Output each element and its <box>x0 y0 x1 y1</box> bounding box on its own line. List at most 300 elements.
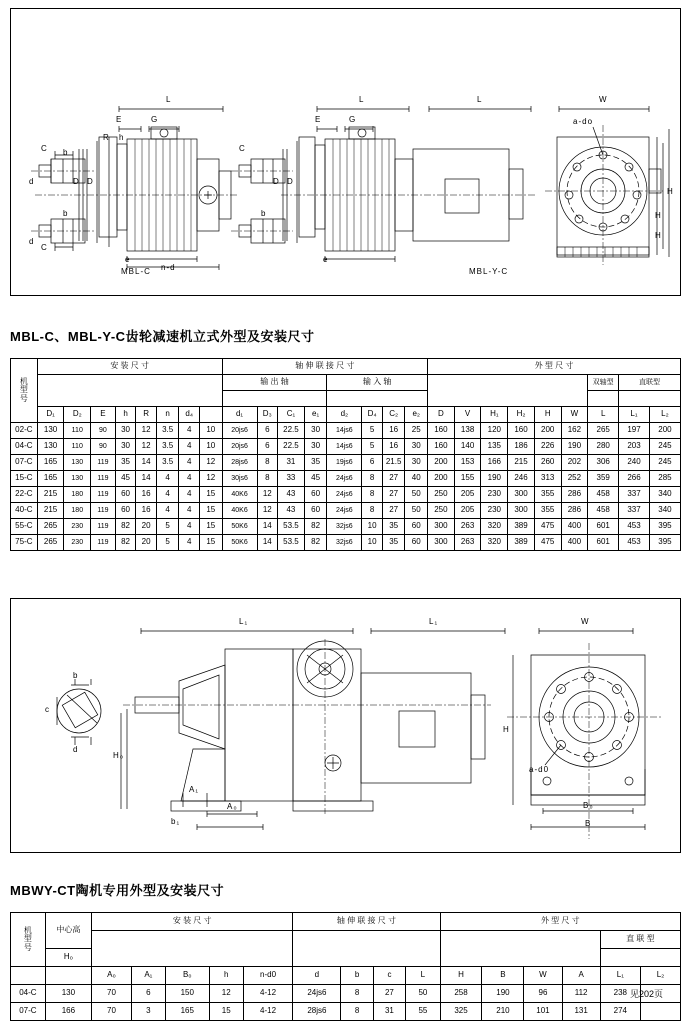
cell-D: 300 <box>428 535 455 551</box>
cell-d1: 30js6 <box>222 471 257 487</box>
cell-D2: 130 <box>64 471 91 487</box>
table-row <box>11 439 681 455</box>
cell-V: 263 <box>454 519 481 535</box>
dim-label-G-left: G <box>151 115 159 124</box>
header-install: 安 装 尺 寸 <box>37 359 222 375</box>
cell-D3: 6 <box>257 439 278 455</box>
dim-label-B0-fig2: B₀ <box>583 801 594 810</box>
header2-direct-span <box>600 949 680 967</box>
cell-D3: 12 <box>257 487 278 503</box>
cell-e1: 82 <box>304 519 327 535</box>
cell-L: 265 <box>588 423 619 439</box>
col-install-extra <box>200 407 223 423</box>
cell-C1: 53.5 <box>278 535 305 551</box>
col2-W: W <box>524 967 562 985</box>
col2-L1: L₁ <box>600 967 640 985</box>
dim-label-A0-fig2: A₀ <box>227 802 238 811</box>
cell-C2: 35 <box>382 535 405 551</box>
cell-L1: 453 <box>619 519 650 535</box>
cell-d4: 10 <box>200 423 223 439</box>
dim-label-D2-left: D <box>87 177 94 186</box>
table-mbwy-ct-dimensions <box>10 912 681 1021</box>
cell-C1: 43 <box>278 503 305 519</box>
header-outline-span <box>428 375 588 407</box>
header-model-l2: 型 <box>19 385 28 395</box>
cell-e1: 45 <box>304 471 327 487</box>
header-in-shaft-span <box>327 391 428 407</box>
col-C1: C₁ <box>278 407 305 423</box>
cell2-L1: 238 <box>600 985 640 1003</box>
cell-D3: 14 <box>257 535 278 551</box>
cell-D: 250 <box>428 503 455 519</box>
header-install-span <box>37 375 222 407</box>
cell-D2: 130 <box>64 455 91 471</box>
cell-L: 458 <box>588 503 619 519</box>
cell-d1: 20js6 <box>222 439 257 455</box>
dim-label-C-left: C <box>41 144 48 153</box>
col2-H: H <box>440 967 482 985</box>
cell2-H0: 130 <box>45 985 91 1003</box>
cell-C1: 22.5 <box>278 423 305 439</box>
cell-model: 75-C <box>11 535 38 551</box>
cell-D1: 130 <box>37 439 64 455</box>
header2-model <box>11 913 46 967</box>
header2-model-l3: 号 <box>23 942 32 952</box>
col-W: W <box>561 407 588 423</box>
figure-caption-mbl-y-c: MBL-Y-C <box>469 267 509 276</box>
cell-model: 07-C <box>11 455 38 471</box>
cell-D4: 10 <box>362 535 383 551</box>
col-D4: D₄ <box>362 407 383 423</box>
col-h: h <box>115 407 136 423</box>
cell2-model: 07-C <box>11 1003 46 1021</box>
cell2-h: 15 <box>209 1003 243 1021</box>
cell2-L1: 274 <box>600 1003 640 1021</box>
dim-label-L1-fig2-right: L₁ <box>429 617 439 626</box>
cell-D3: 8 <box>257 455 278 471</box>
header2-direct: 直 联 型 <box>600 931 680 949</box>
dim-label-R-left: R <box>103 133 110 142</box>
dim-label-H2-right: H <box>655 231 662 240</box>
header2-center-height <box>45 913 91 949</box>
cell-D: 200 <box>428 455 455 471</box>
cell-C2: 27 <box>382 487 405 503</box>
cell2-d: 24js6 <box>293 985 341 1003</box>
cell-H1: 230 <box>481 503 508 519</box>
col-L: L <box>588 407 619 423</box>
cell-E: 30 <box>115 439 136 455</box>
cell-h: 14 <box>136 471 157 487</box>
section1-title: MBL-C、MBL-Y-C齿轮减速机立式外型及安装尺寸 <box>10 329 315 344</box>
cell-H1: 120 <box>481 423 508 439</box>
cell2-d: 28js6 <box>293 1003 341 1021</box>
cell-H1: 190 <box>481 471 508 487</box>
cell-L2: 285 <box>649 471 680 487</box>
cell2-A: 131 <box>562 1003 600 1021</box>
figure-panel-bottom <box>10 598 681 853</box>
col2-d: d <box>293 967 341 985</box>
cell-E: 30 <box>115 423 136 439</box>
col-E: E <box>91 407 116 423</box>
cell2-b: 8 <box>341 985 373 1003</box>
cell-D2: 110 <box>64 423 91 439</box>
cell2-A0: 70 <box>92 1003 132 1021</box>
dim-label-b-left: b <box>63 148 69 157</box>
cell-model: 02-C <box>11 423 38 439</box>
cell-d4: 15 <box>200 503 223 519</box>
cell-D2b: 119 <box>91 455 116 471</box>
cell-e1: 82 <box>304 535 327 551</box>
figure-caption-mbl-c: MBL-C <box>121 267 151 276</box>
cell-D1: 130 <box>37 423 64 439</box>
header-dual: 双轴型 <box>588 375 619 391</box>
cell2-model: 04-C <box>11 985 46 1003</box>
header2-install-span <box>92 931 293 967</box>
header-out-shaft: 输 出 轴 <box>222 375 327 391</box>
cell-D4: 8 <box>362 503 383 519</box>
dim-label-d1-left: d <box>29 177 35 186</box>
cell-H: 475 <box>534 535 561 551</box>
col2-L2: L₂ <box>640 967 680 985</box>
cell-D4: 8 <box>362 487 383 503</box>
cell-D2b: 119 <box>91 487 116 503</box>
cell-E: 82 <box>115 519 136 535</box>
cell-d2: 24js6 <box>327 471 362 487</box>
dim-label-ado-right: a-do <box>573 117 594 126</box>
dim-label-A1-fig2: A₁ <box>189 785 200 794</box>
dim-label-E-left: E <box>116 115 123 124</box>
col-n: n <box>156 407 179 423</box>
cell2-A0: 70 <box>92 985 132 1003</box>
cell-V: 153 <box>454 455 481 471</box>
col2-B0: B₀ <box>165 967 209 985</box>
cell-C2: 35 <box>382 519 405 535</box>
cell-h: 20 <box>136 519 157 535</box>
cell-H: 475 <box>534 519 561 535</box>
cell-D4: 10 <box>362 519 383 535</box>
table2-row <box>11 1003 681 1021</box>
dim-label-B-fig2: B <box>585 819 592 828</box>
cell2-W: 96 <box>524 985 562 1003</box>
cell-e2: 30 <box>405 455 428 471</box>
cell-D3: 12 <box>257 503 278 519</box>
cell-D1: 265 <box>37 535 64 551</box>
cell-W: 400 <box>561 535 588 551</box>
col2-nd0: n-d0 <box>243 967 293 985</box>
cell-d1: 40K6 <box>222 503 257 519</box>
cell-H: 355 <box>534 503 561 519</box>
dim-label-C2-left: C <box>41 243 48 252</box>
cell-L1: 453 <box>619 535 650 551</box>
cell-W: 202 <box>561 455 588 471</box>
table2-header-row-2 <box>11 931 681 949</box>
header-model-l3: 号 <box>19 393 28 403</box>
cell-n: 4 <box>179 423 200 439</box>
dim-label-h-left: h <box>119 133 125 142</box>
cell-h: 14 <box>136 455 157 471</box>
dim-label-D2-mid: D <box>287 177 294 186</box>
cell-e1: 60 <box>304 487 327 503</box>
cell-D2: 230 <box>64 535 91 551</box>
col2-A: A <box>562 967 600 985</box>
table2-row <box>11 985 681 1003</box>
cell-D4: 5 <box>362 439 383 455</box>
cell-C2: 21.5 <box>382 455 405 471</box>
col2-b: b <box>341 967 373 985</box>
cell-H1: 135 <box>481 439 508 455</box>
cell-D1: 165 <box>37 455 64 471</box>
cell-d1: 28js6 <box>222 455 257 471</box>
cell-d2: 24js6 <box>327 503 362 519</box>
header-model-l1: 机 <box>19 376 28 386</box>
col-D3: D₃ <box>257 407 278 423</box>
cell-L2: 200 <box>649 423 680 439</box>
cell-d4: 12 <box>200 455 223 471</box>
cell-L1: 240 <box>619 455 650 471</box>
cell-n: 4 <box>179 471 200 487</box>
cell-D: 160 <box>428 423 455 439</box>
cell-R: 3.5 <box>156 423 179 439</box>
cell-D1: 215 <box>37 487 64 503</box>
table-header-row-1 <box>11 359 681 375</box>
cell-V: 205 <box>454 487 481 503</box>
cell-L: 601 <box>588 535 619 551</box>
col-d4: d₄ <box>179 407 200 423</box>
cell2-L: 55 <box>406 1003 440 1021</box>
header2-outline: 外 型 尺 寸 <box>440 913 680 931</box>
cell-L: 280 <box>588 439 619 455</box>
cell-d2: 19js6 <box>327 455 362 471</box>
cell-D2b: 119 <box>91 519 116 535</box>
dim-label-b1-fig2: b₁ <box>171 817 181 826</box>
cell-E: 82 <box>115 535 136 551</box>
cell2-A1: 3 <box>131 1003 165 1021</box>
cell-H2: 215 <box>508 455 535 471</box>
cell-e2: 40 <box>405 471 428 487</box>
cell-H: 313 <box>534 471 561 487</box>
cell-D2: 230 <box>64 519 91 535</box>
cell-D2b: 119 <box>91 471 116 487</box>
cell2-B0: 150 <box>165 985 209 1003</box>
cell2-h: 12 <box>209 985 243 1003</box>
dim-label-L1-mid: L <box>477 95 483 104</box>
cell-model: 15-C <box>11 471 38 487</box>
cell-D4: 5 <box>362 423 383 439</box>
cell-H: 355 <box>534 487 561 503</box>
cell-e2: 30 <box>405 439 428 455</box>
header-dual-span <box>588 391 619 407</box>
table2-subheader-row <box>11 967 681 985</box>
cell-L2: 340 <box>649 487 680 503</box>
dim-label-H0-fig2: H₀ <box>113 751 125 760</box>
table-row <box>11 487 681 503</box>
table2-header-row-1 <box>11 913 681 931</box>
cell-L: 458 <box>588 487 619 503</box>
table-row <box>11 455 681 471</box>
cell-D2: 110 <box>64 439 91 455</box>
table-header-row-2 <box>11 375 681 391</box>
table-row <box>11 519 681 535</box>
cell-D2b: 119 <box>91 535 116 551</box>
col-R: R <box>136 407 157 423</box>
col-L2: L₂ <box>649 407 680 423</box>
dim-label-D1-left: D <box>73 177 80 186</box>
dim-label-d-left-lower: d <box>29 237 35 246</box>
col-C2: C₂ <box>382 407 405 423</box>
cell-d1: 40K6 <box>222 487 257 503</box>
cell-n: 4 <box>179 503 200 519</box>
cell-e1: 60 <box>304 503 327 519</box>
cell-C1: 53.5 <box>278 519 305 535</box>
cell-H2: 246 <box>508 471 535 487</box>
cell-L1: 266 <box>619 471 650 487</box>
header-direct-span <box>619 391 681 407</box>
col2-H0-blank <box>45 967 91 985</box>
dim-label-W-fig2: W <box>581 617 590 626</box>
table-row <box>11 535 681 551</box>
table-row <box>11 471 681 487</box>
cell-W: 286 <box>561 487 588 503</box>
cell-e2: 60 <box>405 519 428 535</box>
header2-model-l1: 机 <box>23 925 32 935</box>
cell-h: 16 <box>136 503 157 519</box>
dim-label-ado-fig2: a-d0 <box>529 765 550 774</box>
cell-L1: 337 <box>619 487 650 503</box>
dim-label-c-fig2: c <box>45 705 50 714</box>
cell-H1: 166 <box>481 455 508 471</box>
cell-V: 138 <box>454 423 481 439</box>
cell-H2: 389 <box>508 535 535 551</box>
cell-d1: 20js6 <box>222 423 257 439</box>
cell2-B: 190 <box>482 985 524 1003</box>
header2-center-height-label: 中心高 <box>56 925 81 935</box>
dim-label-d-fig2: d <box>73 745 79 754</box>
cell-D2b: 119 <box>91 503 116 519</box>
cell2-W: 101 <box>524 1003 562 1021</box>
col-D1: D₁ <box>37 407 64 423</box>
table-row <box>11 503 681 519</box>
cell-d2: 32js6 <box>327 535 362 551</box>
cell2-H0: 166 <box>45 1003 91 1021</box>
cell-e1: 30 <box>304 439 327 455</box>
cell-W: 190 <box>561 439 588 455</box>
cell-H1: 230 <box>481 487 508 503</box>
cell-D: 160 <box>428 439 455 455</box>
cell2-nd0: 4-12 <box>243 985 293 1003</box>
cell-R: 3.5 <box>156 439 179 455</box>
cell-D2b: 90 <box>91 423 116 439</box>
col2-B: B <box>482 967 524 985</box>
cell-d2: 14js6 <box>327 439 362 455</box>
cell-H: 226 <box>534 439 561 455</box>
cell-W: 162 <box>561 423 588 439</box>
cell-H2: 186 <box>508 439 535 455</box>
cell2-nd0: 4-12 <box>243 1003 293 1021</box>
page-note: 见202页 <box>630 989 664 999</box>
cell-L2: 245 <box>649 439 680 455</box>
cell-C1: 43 <box>278 487 305 503</box>
cell-L: 306 <box>588 455 619 471</box>
col2-L: L <box>406 967 440 985</box>
cell2-c: 27 <box>373 985 406 1003</box>
cell-L2: 245 <box>649 455 680 471</box>
cell-D2b: 90 <box>91 439 116 455</box>
header-direct: 直联型 <box>619 375 681 391</box>
cell-H: 200 <box>534 423 561 439</box>
cell-d4: 15 <box>200 487 223 503</box>
cell2-c: 31 <box>373 1003 406 1021</box>
cell-L2: 395 <box>649 519 680 535</box>
cell2-B: 210 <box>482 1003 524 1021</box>
cell-D: 300 <box>428 519 455 535</box>
col-H1: H₁ <box>481 407 508 423</box>
section2-title: MBWY-CT陶机专用外型及安装尺寸 <box>10 883 225 898</box>
cell-D1: 165 <box>37 471 64 487</box>
dim-label-b-left-lower: b <box>63 209 69 218</box>
cell-L2: 340 <box>649 503 680 519</box>
dim-label-e-left: e <box>125 255 131 264</box>
cell-d4: 12 <box>200 471 223 487</box>
dim-label-H1-right: H <box>655 211 662 220</box>
cell-E: 45 <box>115 471 136 487</box>
cell-H2: 300 <box>508 503 535 519</box>
col-d2: d₂ <box>327 407 362 423</box>
col-D: D <box>428 407 455 423</box>
cell-n: 4 <box>179 439 200 455</box>
table-row <box>11 423 681 439</box>
cell2-H: 325 <box>440 1003 482 1021</box>
col-D2: D₂ <box>64 407 91 423</box>
dim-label-L-mid: L <box>359 95 365 104</box>
col-H: H <box>534 407 561 423</box>
col2-h: h <box>209 967 243 985</box>
cell-e2: 25 <box>405 423 428 439</box>
figure-panel-top <box>10 8 681 296</box>
col-e2: e₂ <box>405 407 428 423</box>
cell-C2: 27 <box>382 471 405 487</box>
cell-E: 60 <box>115 503 136 519</box>
header2-outline-span <box>440 931 600 967</box>
cell-h: 12 <box>136 423 157 439</box>
cell-L1: 197 <box>619 423 650 439</box>
col-L1: L₁ <box>619 407 650 423</box>
header2-shaft-span <box>293 931 440 967</box>
dim-label-b-fig2: b <box>73 671 79 680</box>
dim-label-D1-mid: D <box>273 177 280 186</box>
cell-n: 4 <box>179 487 200 503</box>
cell-D4: 6 <box>362 455 383 471</box>
dim-label-H-fig2: H <box>503 725 510 734</box>
cell-L2: 395 <box>649 535 680 551</box>
dim-label-ndr-left: n-d <box>161 263 176 272</box>
header2-shaft: 轴 伸 联 接 尺 寸 <box>293 913 440 931</box>
col2-model-blank <box>11 967 46 985</box>
cell-R: 3.5 <box>156 455 179 471</box>
cell-h: 20 <box>136 535 157 551</box>
cell-W: 252 <box>561 471 588 487</box>
col-H2: H₂ <box>508 407 535 423</box>
header-out-shaft-span <box>222 391 327 407</box>
cell-n: 4 <box>179 535 200 551</box>
cell-V: 140 <box>454 439 481 455</box>
cell-H2: 160 <box>508 423 535 439</box>
header-outline: 外 型 尺 寸 <box>428 359 681 375</box>
cell-L1: 203 <box>619 439 650 455</box>
cell-model: 04-C <box>11 439 38 455</box>
dim-label-W-right: W <box>599 95 608 104</box>
dim-label-E-mid: E <box>315 115 322 124</box>
cell-R: 5 <box>156 519 179 535</box>
